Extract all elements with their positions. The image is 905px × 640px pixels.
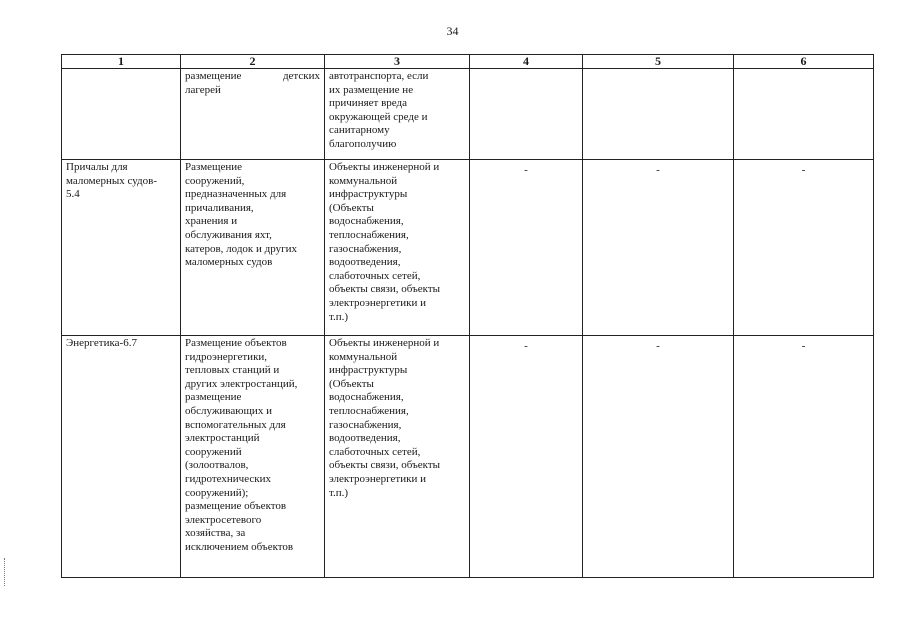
row0-use-type [62, 69, 181, 160]
row0-aux-line: благополучию [329, 137, 397, 150]
row1-description-line: маломерных судов [185, 256, 273, 269]
row0-aux-line: окружающей среде и [329, 110, 428, 123]
row2-aux-line: водоснабжения, [329, 391, 404, 404]
header-col-1: 1 [62, 55, 181, 69]
row2-description-line: обслуживающих и [185, 404, 272, 417]
land-use-table [61, 54, 874, 578]
row2-aux-line: газоснабжения, [329, 418, 402, 431]
row2-col6: - [734, 336, 874, 578]
row2-col5: - [583, 336, 734, 578]
header-col-4: 4 [470, 55, 583, 69]
row1-aux-line: водоснабжения, [329, 215, 404, 228]
row2-description-line: хозяйства, за [185, 527, 246, 540]
row1-use-type-line: 5.4 [66, 188, 80, 201]
row2-description-line: гидротехнических [185, 472, 271, 485]
row2-description-line: размещение [185, 391, 242, 404]
row2-description-line: Размещение объектов [185, 337, 287, 349]
header-row [62, 55, 874, 69]
row2-description-line: электростанций [185, 432, 260, 445]
row1-aux-line: электроэнергетики и [329, 296, 426, 309]
row1-description-line: хранения и [185, 215, 238, 228]
row1-aux-line: водоотведения, [329, 256, 401, 269]
row2-col4: - [470, 336, 583, 578]
row1-aux-line: теплоснабжения, [329, 228, 409, 241]
header-col-2: 2 [181, 55, 325, 69]
row2-description-line: других электростанций, [185, 377, 298, 390]
row1-aux-line: т.п.) [329, 310, 349, 323]
row1-use-type-line: Причалы для [66, 161, 128, 173]
row1-aux-line: газоснабжения, [329, 242, 402, 255]
row1-col5: - [583, 160, 734, 336]
row2-auxiliary-uses [325, 336, 470, 578]
row0-col6 [734, 69, 874, 160]
row1-description-line: предназначенных для [185, 188, 287, 201]
row2-description-line: тепловых станций и [185, 364, 280, 377]
row2-description-line: исключением объектов [185, 540, 294, 553]
header-col-6: 6 [734, 55, 874, 69]
row2-description [181, 336, 325, 578]
row0-auxiliary-uses [325, 69, 470, 160]
row2-description-line: размещение объектов [185, 500, 287, 513]
row2-aux-line: инфраструктуры [329, 364, 408, 377]
row2-aux-line: (Объекты [329, 377, 374, 390]
row0-aux-line: их размещение не [329, 83, 414, 96]
row1-aux-line: инфраструктуры [329, 188, 408, 201]
header-col-3: 3 [325, 55, 470, 69]
row2-description-line: вспомогательных для [185, 418, 286, 431]
row0-description-line: размещение детских [185, 70, 320, 82]
row2-aux-line: теплоснабжения, [329, 404, 409, 417]
table-row [62, 160, 874, 336]
table-row [62, 69, 874, 160]
row2-description-line: сооружений [185, 445, 242, 458]
row1-use-type-line: маломерных судов- [66, 174, 158, 187]
row1-aux-line: слаботочных сетей, [329, 269, 421, 282]
row2-use-type: Энергетика-6.7 [62, 336, 181, 578]
row1-description-line: катеров, лодок и других [185, 242, 298, 255]
row0-col5 [583, 69, 734, 160]
row1-description-line: причаливания, [185, 201, 254, 214]
row1-description-line: сооружений, [185, 174, 245, 187]
row1-use-type [62, 160, 181, 336]
row2-aux-line: слаботочных сетей, [329, 445, 421, 458]
row2-aux-line: водоотведения, [329, 432, 401, 445]
row0-description [181, 69, 325, 160]
row1-description-line: Размещение [185, 161, 243, 173]
row2-aux-line: Объекты инженерной и [329, 337, 440, 349]
row1-aux-line: Объекты инженерной и [329, 161, 440, 173]
row1-description [181, 160, 325, 336]
row2-aux-line: коммунальной [329, 350, 398, 363]
scan-edge-marks [4, 558, 8, 586]
row2-description-line: электросетевого [185, 513, 262, 526]
page-number: 34 [446, 24, 459, 38]
row2-aux-line: т.п.) [329, 486, 349, 499]
row1-aux-line: объекты связи, объекты [329, 283, 441, 296]
row1-auxiliary-uses [325, 160, 470, 336]
row2-description-line: (золоотвалов, [185, 459, 249, 472]
row1-aux-line: (Объекты [329, 201, 374, 214]
row0-col4 [470, 69, 583, 160]
row0-aux-line: причиняет вреда [329, 97, 407, 110]
row1-col6: - [734, 160, 874, 336]
header-col-5: 5 [583, 55, 734, 69]
row1-col4: - [470, 160, 583, 336]
row2-description-line: сооружений); [185, 486, 249, 499]
row0-description-line: лагерей [185, 83, 221, 96]
table-row [62, 336, 874, 578]
row1-description-line: обслуживания яхт, [185, 228, 272, 241]
row2-aux-line: электроэнергетики и [329, 472, 426, 485]
row2-aux-line: объекты связи, объекты [329, 459, 441, 472]
row0-aux-line: автотранспорта, если [329, 70, 429, 82]
row1-aux-line: коммунальной [329, 174, 398, 187]
row0-aux-line: санитарному [329, 124, 390, 137]
row2-description-line: гидроэнергетики, [185, 350, 268, 363]
